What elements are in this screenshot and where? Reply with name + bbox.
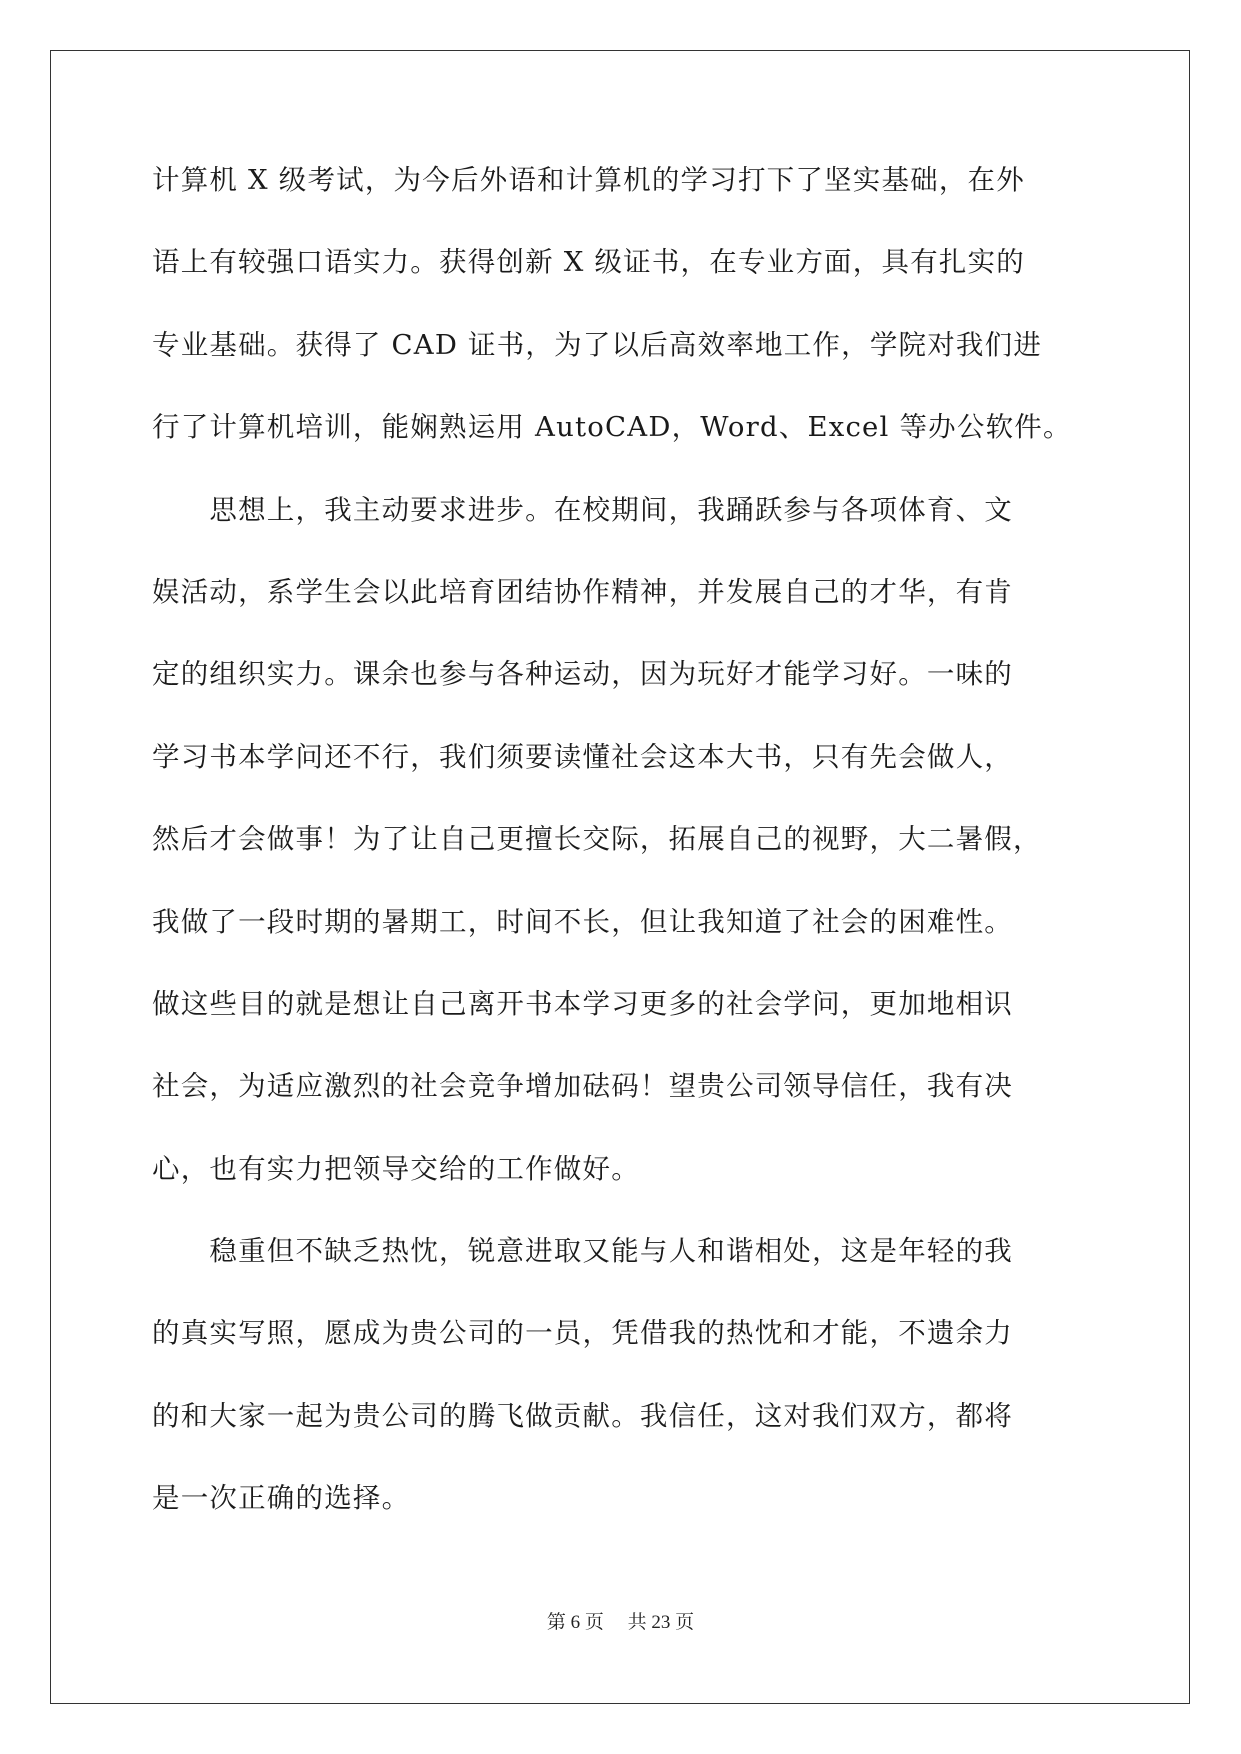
text-line: 然后才会做事！为了让自己更擅长交际，拓展自己的视野，大二暑假，: [152, 823, 1042, 856]
text-line: 娱活动，系学生会以此培育团结协作精神，并发展自己的才华，有肯: [152, 575, 1013, 608]
text-line: 思想上，我主动要求进步。在校期间，我踊跃参与各项体育、文: [152, 493, 1013, 526]
text-line: 稳重但不缺乏热忱，锐意进取又能与人和谐相处，这是年轻的我: [152, 1235, 1013, 1268]
document-body: [152, 166, 1092, 1567]
text-line: 计算机 X 级考试，为今后外语和计算机的学习打下了坚实基础，在外: [152, 164, 1025, 196]
page-number: 第 6 页 共 23 页: [546, 1612, 695, 1633]
text-line: 的真实写照，愿成为贵公司的一员，凭借我的热忱和才能，不遗余力: [152, 1317, 1013, 1350]
text-line: 社会，为适应激烈的社会竞争增加砝码！望贵公司领导信任，我有决: [152, 1070, 1013, 1103]
text-line: 的和大家一起为贵公司的腾飞做贡献。我信任，这对我们双方，都将: [152, 1399, 1013, 1432]
text-line: 做这些目的就是想让自己离开书本学习更多的社会学问，更加地相识: [152, 987, 1013, 1020]
text-line: 定的组织实力。课余也参与各种运动，因为玩好才能学习好。一味的: [152, 658, 1013, 691]
text-line: 是一次正确的选择。: [152, 1482, 411, 1515]
text-line: 我做了一段时期的暑期工，时间不长，但让我知道了社会的困难性。: [152, 905, 1013, 938]
text-line: 学习书本学问还不行，我们须要读懂社会这本大书，只有先会做人，: [152, 740, 1013, 773]
text-line: 语上有较强口语实力。获得创新 X 级证书，在专业方面，具有扎实的: [152, 246, 1025, 279]
text-line: 行了计算机培训，能娴熟运用 AutoCAD，Word、Excel 等办公软件。: [152, 411, 1072, 444]
text-line: 心，也有实力把领导交给的工作做好。: [152, 1152, 640, 1185]
page-footer: [0, 1607, 1241, 1634]
text-line: 专业基础。获得了 CAD 证书，为了以后高效率地工作，学院对我们进: [152, 328, 1043, 361]
